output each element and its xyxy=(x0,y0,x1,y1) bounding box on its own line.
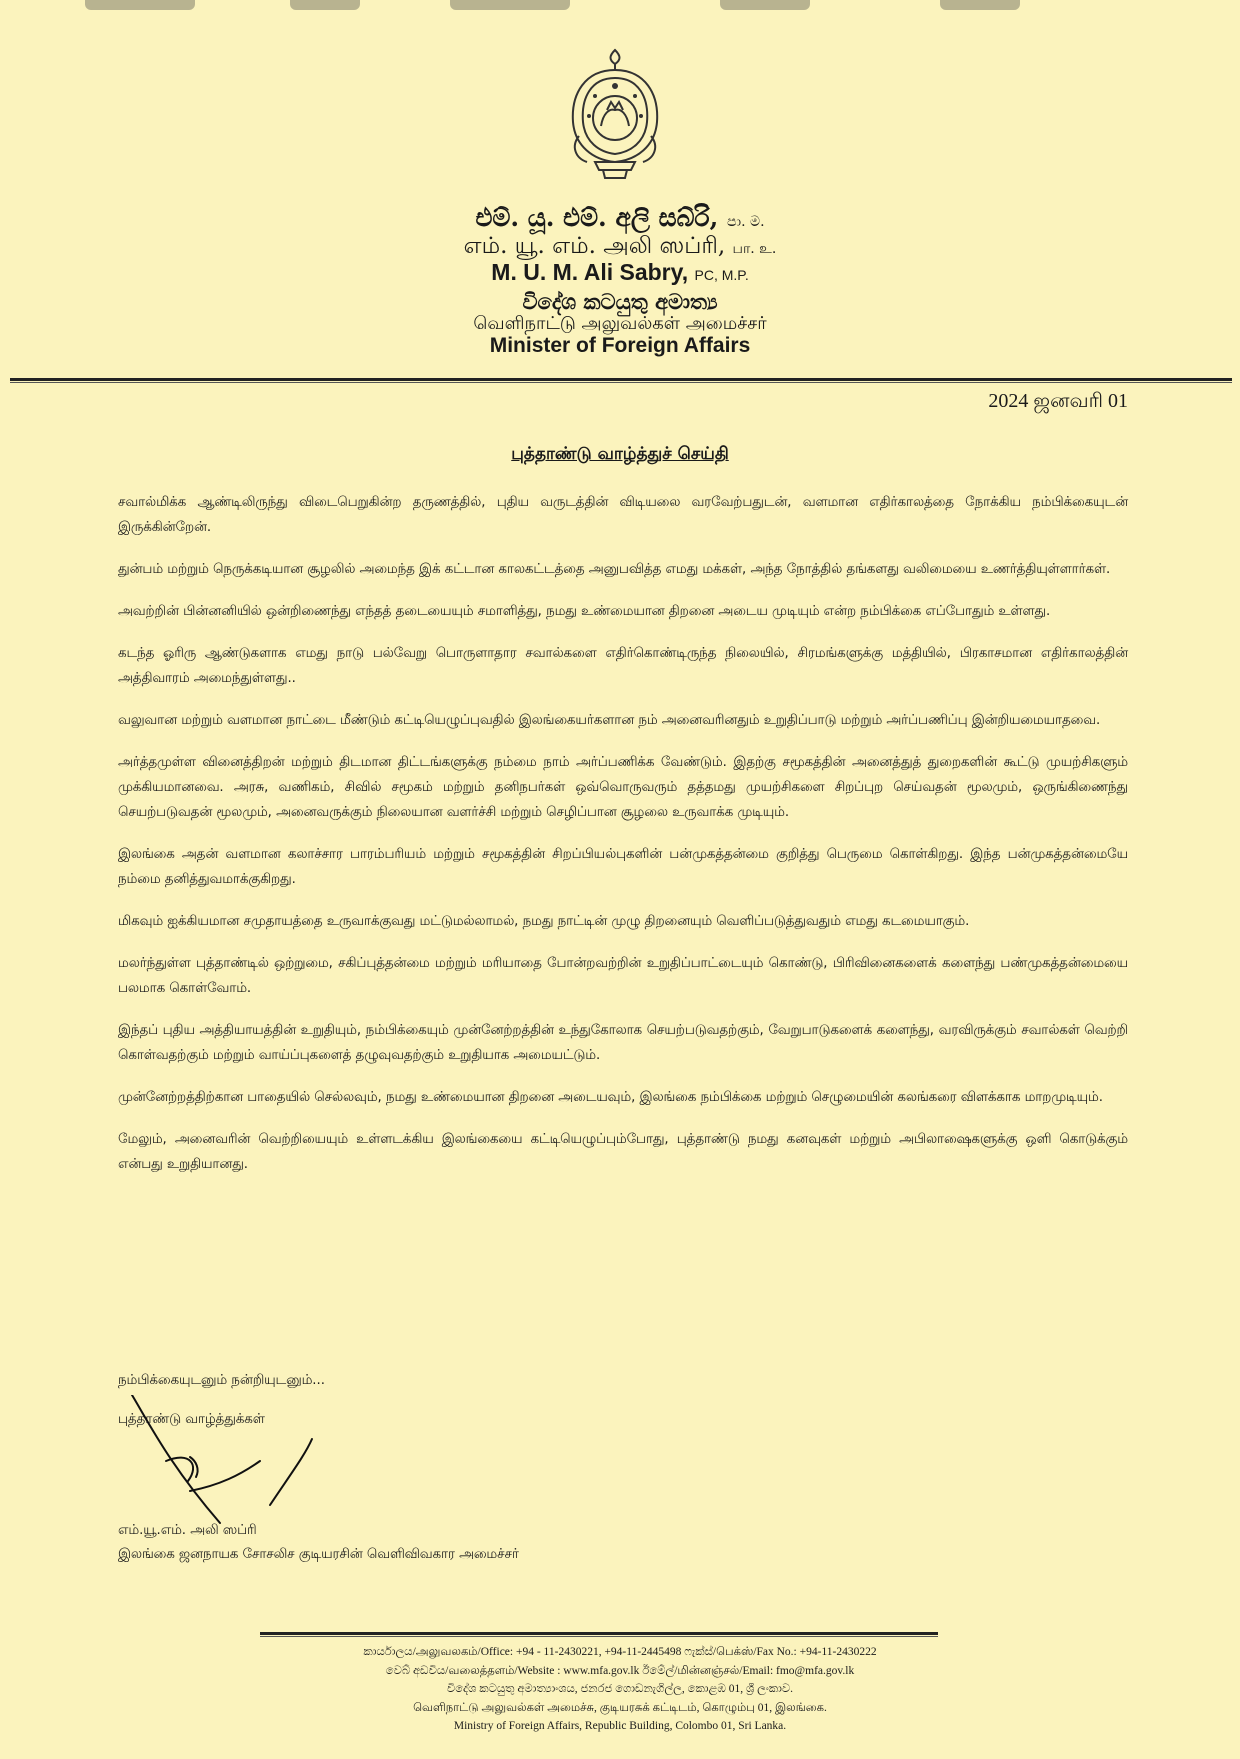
paragraph: முன்னேற்றத்திற்கான பாதையில் செல்லவும், நமது உண்மையான திறனை அடையவும், இலங்கை நம்பிக்கை மற்றும் செழுமையின் கலங்கரை விளக்காக மாறமுடியும். xyxy=(118,1090,1103,1105)
signatory-title: இலங்கை ஜனநாயக சோசலிச குடியரசின் வெளிவிவகார அமைச்சர் xyxy=(118,1547,519,1562)
sri-lanka-emblem-icon xyxy=(565,46,665,186)
paragraph: துன்பம் மற்றும் நெருக்கடியான சூழலில் அமைந்த இக் கட்டான காலகட்டத்தை அனுபவித்த எமது மக்கள், அந்த நோத்தில் தங்களது வலிமையை உணர்த்தியுள்ளார்கள். xyxy=(118,562,1111,577)
footer-address-english: Ministry of Foreign Affairs, Republic Building, Colombo 01, Sri Lanka. xyxy=(453,1720,787,1732)
footer-web-email: වෙබ් අඩවිය/வலைத்தளம்/Website : www.mfa.gov.lk ඊමේල්/மின்னஞ்சல்/Email: fmo@mfa.gov.lk xyxy=(385,1664,855,1677)
signature-icon xyxy=(130,1395,330,1525)
footer-divider-thin xyxy=(260,1636,938,1637)
letter-date: 2024 ஜனவரி 01 xyxy=(988,390,1128,412)
scan-smudge xyxy=(290,0,360,10)
footer-address-sinhala: විදේශ කටයුතු අමාත්‍යාංශය, ජනරජ ගොඩනැගිල්ල, කොළඹ 01, ශ්‍රී ලංකාව. xyxy=(446,1683,794,1695)
closing-greeting: புத்தாண்டு வாழ்த்துக்கள் xyxy=(118,1412,265,1427)
message-body xyxy=(118,490,1128,1194)
footer-contact xyxy=(0,1643,1240,1736)
paragraph: கடந்த ஓரிரு ஆண்டுகளாக எமது நாடு பல்வேறு பொருளாதார சவால்களை எதிர்கொண்டிருந்த நிலையில், சிரமங்களுக்கு மத்தியில், பிரகாசமான எதிர்காலத்தின் அத்திவாரம் அமைந்துள்ளது.. xyxy=(118,646,1128,686)
paragraph: அர்த்தமுள்ள வினைத்திறன் மற்றும் திடமான திட்டங்களுக்கு நம்மை நாம் அர்ப்பணிக்க வேண்டும். இதற்கு சமூகத்தின் அனைத்துத் துறைகளின் கூட்டு முயற்சிகளும் முக்கியமானவை. அரசு, வணிகம், சிவில் சமூகம் மற்றும் தனிநபர்கள் ஒவ்வொருவரும் தத்தமது முயற்சிகளை சிறப்புற செய்வதன் மூலமும், ஒருங்கிணைந்து செயற்படுவதன் மூலமும், அனைவருக்கும் நிலையான வளர்ச்சி மற்றும் செழிப்பான சூழலை உருவாக்க முடியும். xyxy=(118,755,1128,820)
paragraph: மலர்ந்துள்ள புத்தாண்டில் ஒற்றுமை, சகிப்புத்தன்மை மற்றும் மரியாதை போன்றவற்றின் உறுதிப்பாட்டையும் கொண்டு, பிரிவினைகளைக் களைந்து பண்முகத்தன்மையை பலமாக கொள்வோம். xyxy=(118,956,1128,996)
name-sinhala: එම්. යූ. එම්. අලි සබ්රි, පා. ම. xyxy=(475,203,765,232)
paragraph: மிகவும் ஐக்கியமான சமுதாயத்தை உருவாக்குவது மட்டுமல்லாமல், நமது நாட்டின் முழு திறனையும் வெளிப்படுத்துவதும் எமது கடமையாகும். xyxy=(118,914,970,929)
paragraph: சவால்மிக்க ஆண்டிலிருந்து விடைபெறுகின்ற தருணத்தில், புதிய வருடத்தின் விடியலை வரவேற்பதுடன், வளமான எதிர்காலத்தை நோக்கிய நம்பிக்கையுடன் இருக்கின்றேன். xyxy=(118,495,1128,535)
closing-line: நம்பிக்கையுடனும் நன்றியுடனும்... xyxy=(118,1373,325,1388)
title-tamil: வெளிநாட்டு அலுவல்கள் அமைச்சர் xyxy=(473,312,767,334)
scan-smudge xyxy=(450,0,570,10)
signatory-name: எம்.யூ.எம். அலி ஸப்ரி xyxy=(118,1523,257,1538)
footer-address-tamil: வெளிநாட்டு அலுவல்கள் அமைச்சு, குடியரசுக் கட்டிடம், கொழும்பு 01, இலங்கை. xyxy=(413,1701,827,1714)
scan-smudge xyxy=(85,0,195,10)
paragraph: இலங்கை அதன் வளமான கலாச்சார பாரம்பரியம் மற்றும் சமூகத்தின் சிறப்பியல்புகளின் பன்முகத்தன்மை குறித்து பெருமை கொள்கிறது. இந்த பன்முகத்தன்மையே நம்மை தனித்துவமாக்குகிறது. xyxy=(118,847,1128,887)
scan-smudge xyxy=(720,0,810,10)
paragraph: வலுவான மற்றும் வளமான நாட்டை மீண்டும் கட்டியெழுப்புவதில் இலங்கையர்களான நம் அனைவரினதும் உறுதிப்பாடு மற்றும் அர்ப்பணிப்பு இன்றியமையாதவை. xyxy=(118,713,1101,728)
paragraph: இந்தப் புதிய அத்தியாயத்தின் உறுதியும், நம்பிக்கையும் முன்னேற்றத்தின் உந்துகோலாக செயற்படுவதற்கும், வேறுபாடுகளைக் களைந்து, வரவிருக்கும் சவால்கள் வெற்றி கொள்வதற்கும் மற்றும் வாய்ப்புகளைத் தழுவுவதற்கும் உறுதியாக அமையட்டும். xyxy=(118,1023,1128,1063)
header-divider-thin xyxy=(10,382,1232,383)
title-english: Minister of Foreign Affairs xyxy=(489,334,751,358)
paragraph: மேலும், அனைவரின் வெற்றியையும் உள்ளடக்கிய இலங்கையை கட்டியெழுப்பும்போது, புத்தாண்டு நமது கனவுகள் மற்றும் அபிலாஷைகளுக்கு ஒளி கொடுக்கும் என்பது உறுதியானது. xyxy=(118,1132,1128,1172)
title-sinhala: විදේශ කටයුතු අමාත්‍ය xyxy=(522,288,718,314)
paragraph: அவற்றின் பின்னனியில் ஒன்றிணைந்து எந்தத் தடையையும் சமாளித்து, நமது உண்மையான திறனை அடைய முடியும் என்ற நம்பிக்கை எப்போதும் உள்ளது. xyxy=(118,604,1051,619)
name-english: M. U. M. Ali Sabry, PC, M.P. xyxy=(491,259,749,286)
footer-phone-fax: කාර්යාලය/அலுவலகம்/Office: +94 - 11-2430221, +94-11-2445498 ෆැක්ස්/பெக்ஸ்/Fax No.: +94-11-2430222 xyxy=(363,1646,877,1658)
letterhead xyxy=(0,204,1240,359)
footer-divider xyxy=(260,1632,938,1635)
message-title: புத்தாண்டு வாழ்த்துச் செய்தி xyxy=(511,444,729,464)
name-tamil: எம். யூ. எம். அலி ஸப்ரி, பா. உ. xyxy=(463,232,777,259)
scan-smudge xyxy=(940,0,1020,10)
header-divider xyxy=(10,378,1232,381)
